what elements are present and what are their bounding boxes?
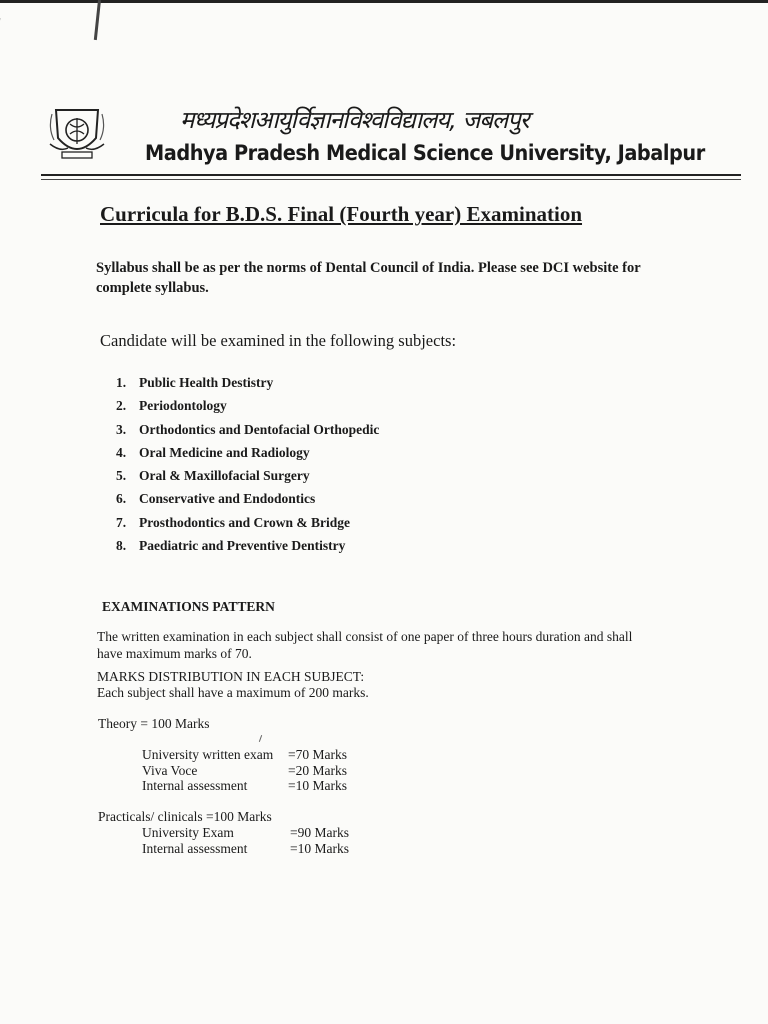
subject-list xyxy=(116,373,379,559)
university-emblem-icon xyxy=(46,104,108,164)
subject-name: Periodontology xyxy=(139,398,227,414)
exam-pattern-text: The written examination in each subject shall consist of one paper of three hours duration and shall have maximum marks of 70. xyxy=(97,629,633,661)
marks-label: Viva Voce xyxy=(142,762,198,778)
item-number: 6. xyxy=(116,491,127,507)
header-divider xyxy=(41,174,741,176)
list-item xyxy=(116,443,379,466)
list-item xyxy=(116,396,379,419)
exam-pattern-heading: EXAMINATIONS PATTERN xyxy=(102,599,275,614)
item-number: 1. xyxy=(116,375,127,390)
list-item xyxy=(116,373,379,396)
document-title: Curricula for B.D.S. Final (Fourth year) Examination xyxy=(100,202,583,226)
subject-name: Public Health Destistry xyxy=(139,375,274,390)
marks-value: =70 Marks xyxy=(288,747,347,762)
subject-name: Oral & Maxillofacial Surgery xyxy=(139,468,310,484)
university-name-english: Madhya Pradesh Medical Science University, Jabalpur xyxy=(145,141,705,165)
list-item xyxy=(116,466,379,489)
subject-name: Prosthodontics and Crown & Bridge xyxy=(139,514,351,530)
marks-total-text: Each subject shall have a maximum of 200 marks. xyxy=(97,685,369,700)
scan-edge xyxy=(0,0,768,3)
header-divider-thin xyxy=(41,179,741,180)
list-item xyxy=(116,536,379,559)
syllabus-note: Syllabus shall be as per the norms of Dental Council of India. Please see DCI website for complete syllabus. xyxy=(96,260,641,296)
marks-label: University written exam xyxy=(142,747,274,762)
marks-value: =10 Marks xyxy=(288,778,347,793)
item-number: 4. xyxy=(116,444,127,460)
item-number: 2. xyxy=(116,398,127,414)
list-item xyxy=(116,489,379,512)
university-name-hindi: मध्यप्रदेशआयुर्विज्ञानविश्वविद्यालय, जबलपुर xyxy=(180,106,529,134)
practical-total: Practicals/ clinicals =100 Marks xyxy=(98,809,272,824)
item-number: 3. xyxy=(116,421,127,437)
scan-mark xyxy=(259,735,262,742)
candidate-intro: Candidate will be examined in the following subjects: xyxy=(100,331,457,350)
item-number: 8. xyxy=(116,538,127,554)
marks-value: =20 Marks xyxy=(288,762,347,778)
marks-label: Internal assessment xyxy=(142,840,248,856)
theory-total: Theory = 100 Marks xyxy=(98,716,210,731)
item-number: 7. xyxy=(116,514,127,530)
subject-name: Orthodontics and Dentofacial Orthopedic xyxy=(139,421,380,437)
subject-name: Paediatric and Preventive Dentistry xyxy=(139,538,346,554)
marks-value: =90 Marks xyxy=(290,825,349,840)
list-item xyxy=(116,420,379,443)
scan-line xyxy=(0,18,1,176)
marks-value: =10 Marks xyxy=(290,840,349,856)
marks-distribution-heading: MARKS DISTRIBUTION IN EACH SUBJECT: xyxy=(97,669,365,684)
scan-mark xyxy=(94,0,101,40)
subject-name: Conservative and Endodontics xyxy=(139,491,316,507)
marks-label: University Exam xyxy=(142,825,234,840)
marks-label: Internal assessment xyxy=(142,778,248,793)
subject-name: Oral Medicine and Radiology xyxy=(139,444,310,460)
list-item xyxy=(116,513,379,536)
item-number: 5. xyxy=(116,468,127,484)
